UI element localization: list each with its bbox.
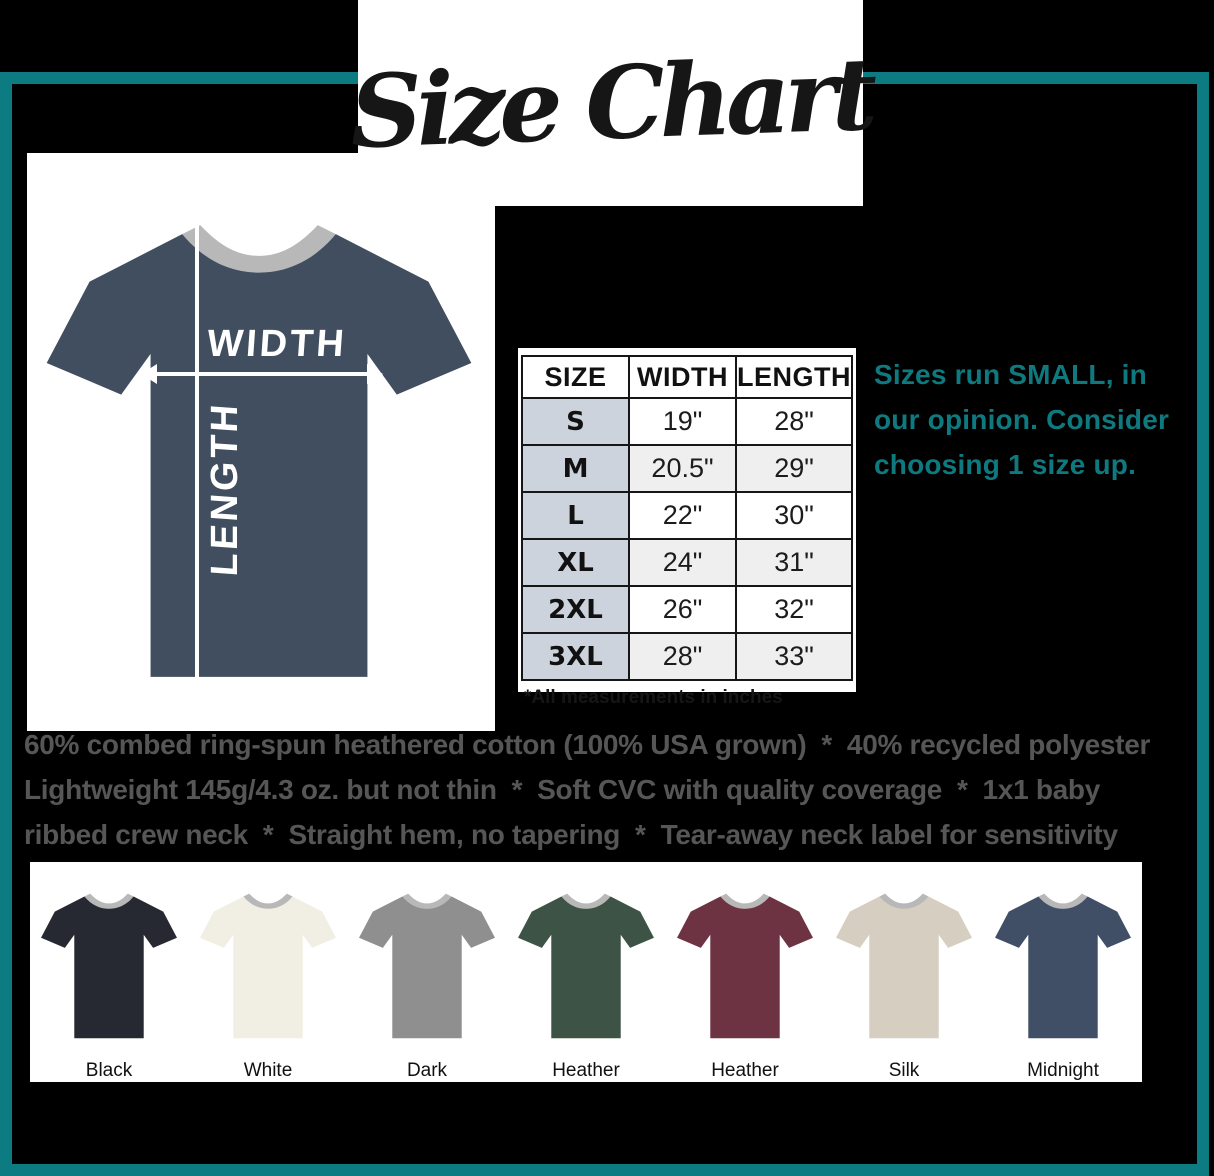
length-value: 31" — [736, 539, 852, 586]
title-panel — [347, 0, 874, 206]
length-value: 29" — [736, 445, 852, 492]
length-arrow-down-icon — [186, 681, 206, 697]
shirt-color-label: Silk — [888, 1060, 920, 1081]
table-row — [522, 539, 852, 586]
length-dimension-label: LENGTH — [204, 400, 246, 578]
width-value: 19" — [629, 398, 736, 445]
size-table-panel — [518, 348, 856, 708]
column-header-width: WIDTH — [629, 356, 736, 398]
measurement-diagram-panel — [27, 153, 495, 731]
table-row — [522, 586, 852, 633]
shirt-color-label: White — [243, 1060, 293, 1081]
size-value: 3XL — [522, 633, 629, 680]
shirt-swatch-black — [30, 862, 188, 1082]
width-arrow-right-icon — [367, 364, 383, 384]
length-value: 33" — [736, 633, 852, 680]
table-row — [522, 492, 852, 539]
length-measure-line — [195, 217, 199, 683]
size-value: M — [522, 445, 629, 492]
width-arrow-left-icon — [141, 364, 157, 384]
shirt-swatch-heather-forest — [507, 862, 665, 1082]
tshirt-diagram-image — [33, 189, 485, 695]
length-value: 30" — [736, 492, 852, 539]
sizing-note-line: our opinion. Consider — [874, 404, 1170, 435]
shirt-swatch-silk — [825, 862, 983, 1082]
shirt-color-label: Midnight — [1027, 1060, 1099, 1081]
frame-border-left — [0, 72, 12, 1176]
width-value: 24" — [629, 539, 736, 586]
size-value: S — [522, 398, 629, 445]
fabric-description — [24, 722, 1194, 857]
size-table-header-row — [522, 356, 852, 398]
width-value: 26" — [629, 586, 736, 633]
tshirt-image — [989, 882, 1137, 1044]
frame-border-right — [1197, 72, 1209, 1176]
shirt-swatch-midnight — [984, 862, 1142, 1082]
color-options-panel — [30, 862, 1142, 1082]
size-value: L — [522, 492, 629, 539]
fabric-description-line: 60% combed ring-spun heathered cotton (100% USA grown) * 40% recycled polyester — [24, 729, 1151, 760]
width-value: 22" — [629, 492, 736, 539]
size-value: XL — [522, 539, 629, 586]
shirt-swatch-heather-maroon — [666, 862, 824, 1082]
shirt-swatch-dark-heather — [348, 862, 506, 1082]
column-header-length: LENGTH — [736, 356, 852, 398]
shirt-color-label: Heather — [552, 1060, 620, 1081]
width-value: 28" — [629, 633, 736, 680]
fabric-description-line: Lightweight 145g/4.3 oz. but not thin * Soft CVC with quality coverage * 1x1 baby — [24, 774, 1100, 805]
shirt-color-label: Heather — [711, 1060, 779, 1081]
column-header-size: SIZE — [522, 356, 629, 398]
table-row — [522, 445, 852, 492]
width-dimension-label: WIDTH — [205, 323, 349, 365]
table-row — [522, 398, 852, 445]
tshirt-image — [512, 882, 660, 1044]
table-row — [522, 633, 852, 680]
sizing-note-line: Sizes run SMALL, in — [874, 359, 1147, 390]
size-value: 2XL — [522, 586, 629, 633]
frame-border-bottom — [0, 1164, 1209, 1176]
page-title: Size Chart — [347, 34, 874, 172]
sizing-note-line: choosing 1 size up. — [874, 449, 1137, 480]
shirt-color-label: Dark — [406, 1060, 448, 1081]
size-table — [521, 355, 853, 681]
length-value: 32" — [736, 586, 852, 633]
tshirt-image — [671, 882, 819, 1044]
width-measure-line — [156, 372, 368, 376]
measurements-footnote: *All measurements in inches — [524, 687, 783, 708]
tshirt-image — [35, 882, 183, 1044]
width-value: 20.5" — [629, 445, 736, 492]
shirt-color-label: Black — [85, 1060, 133, 1081]
tshirt-image — [353, 882, 501, 1044]
tshirt-image — [830, 882, 978, 1044]
shirt-swatch-white — [189, 862, 347, 1082]
sizing-note — [874, 352, 1174, 487]
fabric-description-line: ribbed crew neck * Straight hem, no tapering * Tear-away neck label for sensitivity — [24, 819, 1118, 850]
length-value: 28" — [736, 398, 852, 445]
tshirt-image — [194, 882, 342, 1044]
